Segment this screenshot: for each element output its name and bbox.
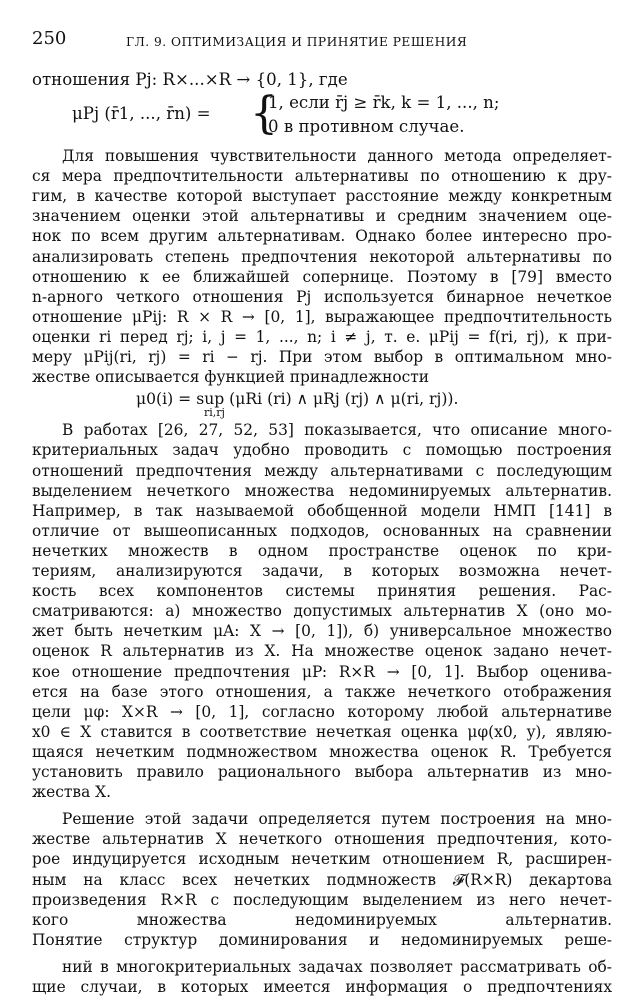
formula-mu0: μ0(i) = sup (μRi (ri) ∧ μRj (rj) ∧ μ(ri, rj)). bbox=[136, 390, 459, 409]
text-line: n-арного четкого отношения Pj используется бинарное нечеткое bbox=[32, 287, 612, 306]
text-line: ется на базе этого отношения, а также нечеткого отображения bbox=[32, 682, 612, 701]
text-line: кость всех компонентов системы принятия решения. Рас- bbox=[32, 582, 612, 601]
text-line: критериальных задач удобно проводить с помощью построения bbox=[32, 441, 612, 460]
text-line: оценок R альтернатив из X. На множестве оценок задано нечет- bbox=[32, 642, 612, 661]
text-line: нок по всем другим альтернативам. Однако более интересно про- bbox=[32, 227, 612, 246]
text-line: щаяся нечетким подмножеством множества оценок R. Требуется bbox=[32, 742, 612, 761]
text-line: жестве альтернатив X нечеткого отношения предпочтения, кото- bbox=[32, 830, 612, 849]
text-line: кого множества недоминируемых альтернатив. bbox=[32, 910, 612, 929]
text-line: цели μφ: X×R → [0, 1], согласно которому любой альтернативе bbox=[32, 702, 612, 721]
text-line: териям, анализируются задачи, в которых возможна нечет- bbox=[32, 562, 612, 580]
text-line: гим, в качестве которой выступает расстояние между конкретным bbox=[32, 187, 612, 206]
text-line: ным на класс всех нечетких подмножеств 𝓕(R×R) декартова bbox=[32, 870, 612, 889]
formula-case-2: 0 в противном случае. bbox=[268, 117, 465, 136]
formula-lhs: μPj (r̄1, ..., r̄n) = bbox=[72, 104, 211, 123]
text-line: x0 ∈ X ставится в соответствие нечеткая оценка μφ(x0, y), являю- bbox=[32, 722, 612, 741]
text-line: сматриваются: а) множество допустимых альтернатив X (оно мо- bbox=[32, 602, 612, 621]
text-line: кое отношение предпочтения μP: R×R → [0, 1]. Выбор оценива- bbox=[32, 662, 612, 681]
text-line: установить правило рационального выбора альтернатив из мно- bbox=[32, 763, 612, 781]
text-line: Для повышения чувствительности данного метода определяет- bbox=[62, 147, 612, 165]
text-line: ся мера предпочтительности альтернативы по отношению к дру- bbox=[32, 167, 612, 186]
text-line: Решение этой задачи определяется путем построения на мно- bbox=[62, 810, 612, 829]
page-number: 250 bbox=[32, 28, 67, 49]
page-header bbox=[32, 28, 610, 52]
text-line: В работах [26, 27, 52, 53] показывается, что описание много- bbox=[62, 421, 612, 440]
text-line: анализировать степень предпочтения некоторой альтернативы по bbox=[32, 247, 612, 266]
text-line: отношения Pj: R×...×R → {0, 1}, где bbox=[32, 70, 348, 89]
text-line: оценки ri перед rj; i, j = 1, ..., n; i ≠ j, т. е. μPij = f(ri, rj), к при- bbox=[32, 327, 612, 346]
text-line: выделением нечеткого множества недоминируемых альтернатив. bbox=[32, 481, 612, 500]
text-line: отношению к ее ближайшей сопернице. Поэтому в [79] вместо bbox=[32, 267, 612, 286]
text-line: отношение μPij: R × R → [0, 1], выражающее предпочтительность bbox=[32, 307, 612, 326]
text-line: жет быть нечетким μA: X → [0, 1]), б) универсальное множество bbox=[32, 622, 612, 641]
formula-brace: { bbox=[250, 88, 278, 139]
text-line: отношений предпочтения между альтернативами с последующим bbox=[32, 461, 612, 480]
text-line: жестве описывается функцией принадлежности bbox=[32, 368, 430, 387]
text-line: произведения R×R с последующим выделением из него нечет- bbox=[32, 890, 612, 909]
text-line: Например, в так называемой обобщенной модели НМП [141] в bbox=[32, 501, 612, 520]
text-line: ний в многокритериальных задачах позволяет рассматривать об- bbox=[62, 957, 612, 976]
text-line: меру μPij(ri, rj) = ri − rj. При этом выбор в оптимальном мно- bbox=[32, 348, 612, 366]
text-line: щие случаи, в которых имеется информация о предпочтениях bbox=[32, 978, 612, 996]
formula-sup-subscript: ri,rj bbox=[204, 406, 225, 420]
formula-case-1: 1, если r̄j ≥ r̄k, k = 1, ..., n; bbox=[268, 93, 500, 112]
running-head: ГЛ. 9. ОПТИМИЗАЦИЯ И ПРИНЯТИЕ РЕШЕНИЯ bbox=[126, 35, 468, 49]
text-line: рое индуцируется исходным нечетким отношением R, расширен- bbox=[32, 850, 612, 869]
text-line: жества X. bbox=[32, 783, 111, 802]
text-line: Понятие структур доминирования и недоминируемых реше- bbox=[32, 930, 612, 949]
text-line: отличие от вышеописанных подходов, основанных на сравнении bbox=[32, 521, 612, 540]
text-line: нечетких множеств в одном пространстве оценок по кри- bbox=[32, 541, 612, 560]
text-line: значением оценки этой альтернативы и средним значением оце- bbox=[32, 207, 612, 226]
